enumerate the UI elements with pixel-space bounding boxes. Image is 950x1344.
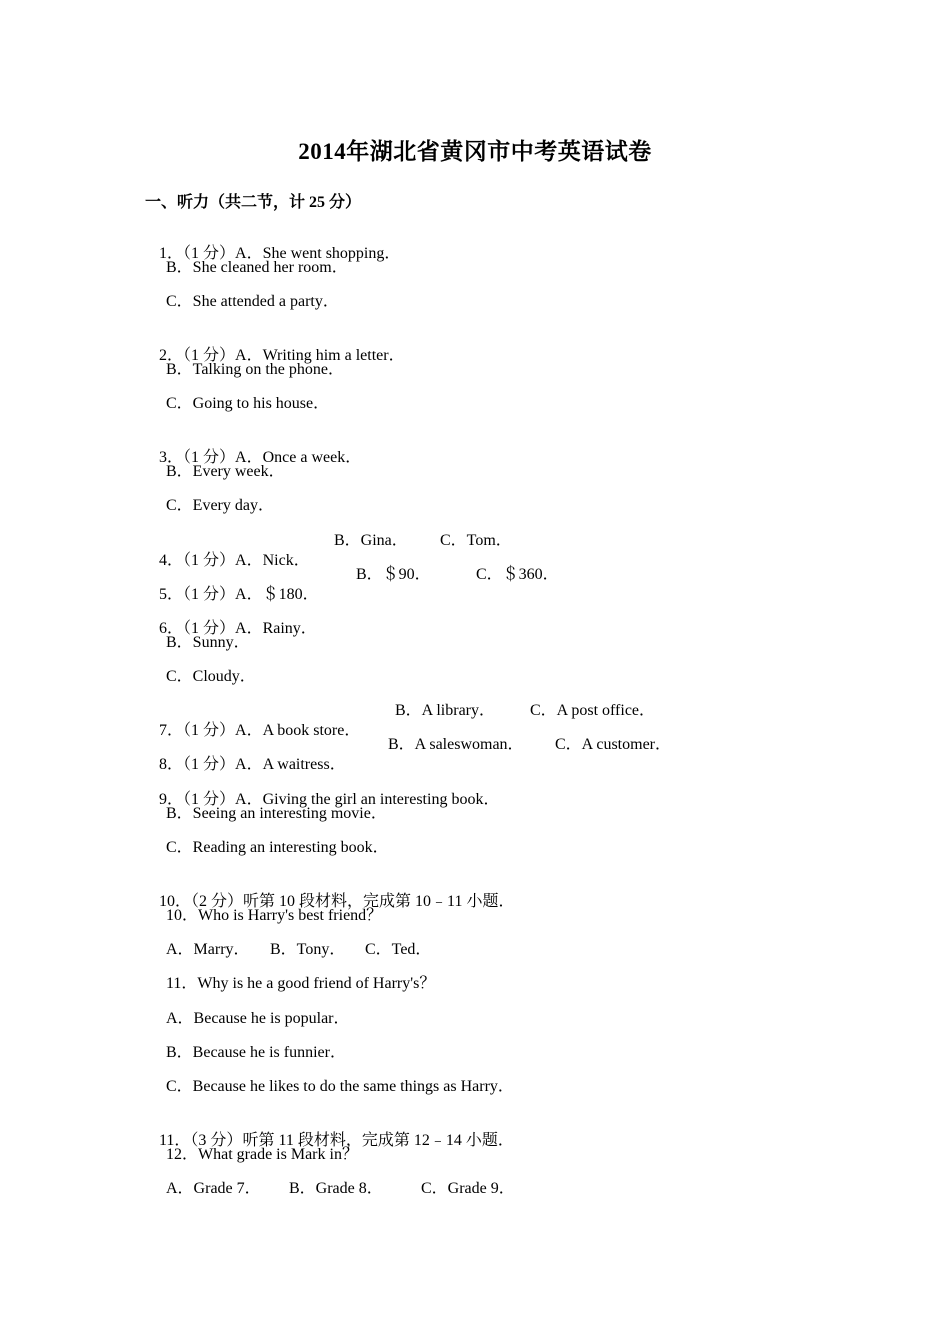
option-b: B．Grade 8． xyxy=(289,1180,383,1197)
option-c: C．＄360． xyxy=(476,566,559,583)
option-b: B．A saleswoman． xyxy=(388,736,524,753)
question-number: 8． xyxy=(159,756,184,773)
option-a: A．Nick． xyxy=(235,552,310,569)
option-text: A．Writing him a letter． xyxy=(235,347,405,364)
option-line: C．Reading an interesting book． xyxy=(166,839,389,856)
question-number: 1． xyxy=(159,245,184,262)
question-score: （1 分） xyxy=(183,347,236,364)
option-line: B．Every week． xyxy=(166,463,285,480)
question-score: （1 分） xyxy=(183,245,236,262)
question-score: （1 分） xyxy=(183,722,236,739)
question-score: （1 分） xyxy=(183,552,236,569)
option-line: B．Talking on the phone． xyxy=(166,361,344,378)
question-score: （3 分） xyxy=(190,1132,243,1149)
sub-question: 12．What grade is Mark in？ xyxy=(166,1146,358,1163)
option-a: A．＄180． xyxy=(235,586,319,603)
option-b: B．Tony． xyxy=(270,941,346,958)
sub-question: 11．Why is he a good friend of Harry's？ xyxy=(166,975,436,992)
sub-question: 10．Who is Harry's best friend？ xyxy=(166,907,383,924)
option-line: C．Going to his house． xyxy=(166,395,330,412)
option-a: A．A waitress． xyxy=(235,756,346,773)
question-number: 10． xyxy=(159,893,192,910)
option-a: A．Marry． xyxy=(166,941,250,958)
option-a: A．A book store． xyxy=(235,722,361,739)
option-line: B．She cleaned her room． xyxy=(166,259,348,276)
section-heading: 一、听力（共二节，计 25 分） xyxy=(145,194,362,211)
option-text: A．Rainy． xyxy=(235,620,317,637)
option-line: C．Because he likes to do the same things as Harry． xyxy=(166,1078,514,1095)
option-line: C．Cloudy． xyxy=(166,668,256,685)
option-c: C．A customer． xyxy=(555,736,671,753)
question-number: 9． xyxy=(159,791,184,808)
option-c: C．Grade 9． xyxy=(421,1180,515,1197)
question-number: 6． xyxy=(159,620,184,637)
option-b: B．Gina． xyxy=(334,532,408,549)
option-line: C．Every day． xyxy=(166,497,274,514)
option-b: B．＄90． xyxy=(356,566,431,583)
question-score: （1 分） xyxy=(183,449,236,466)
option-line: B．Because he is funnier． xyxy=(166,1044,346,1061)
question-number: 7． xyxy=(159,722,184,739)
option-line: B．Seeing an interesting movie． xyxy=(166,805,387,822)
question-score: （2 分） xyxy=(191,893,244,910)
option-text: A．Once a week． xyxy=(235,449,362,466)
question-number: 11． xyxy=(159,1132,191,1149)
question-score: （1 分） xyxy=(183,620,236,637)
question-instruction: 听第 11 段材料，完成第 12﹣14 小题． xyxy=(242,1132,514,1149)
question-instruction: 听第 10 段材料，完成第 10﹣11 小题． xyxy=(243,893,515,910)
page-title: 2014年湖北省黄冈市中考英语试卷 xyxy=(298,139,652,164)
question-number: 3． xyxy=(159,449,184,466)
question-number: 4． xyxy=(159,552,184,569)
option-a: A．Grade 7． xyxy=(166,1180,261,1197)
question-score: （1 分） xyxy=(183,586,236,603)
option-line: B．Sunny． xyxy=(166,634,250,651)
option-line: A．Because he is popular． xyxy=(166,1010,350,1027)
option-c: C．Ted． xyxy=(365,941,432,958)
option-c: C．Tom． xyxy=(440,532,512,549)
option-c: C．A post office． xyxy=(530,702,656,719)
option-text: A．She went shopping． xyxy=(235,245,401,262)
question-score: （1 分） xyxy=(183,756,236,773)
option-b: B．A library． xyxy=(395,702,495,719)
option-line: C．She attended a party． xyxy=(166,293,339,310)
question-number: 5． xyxy=(159,586,184,603)
question-score: （1 分） xyxy=(183,791,236,808)
question-number: 2． xyxy=(159,347,184,364)
option-text: A．Giving the girl an interesting book． xyxy=(235,791,500,808)
